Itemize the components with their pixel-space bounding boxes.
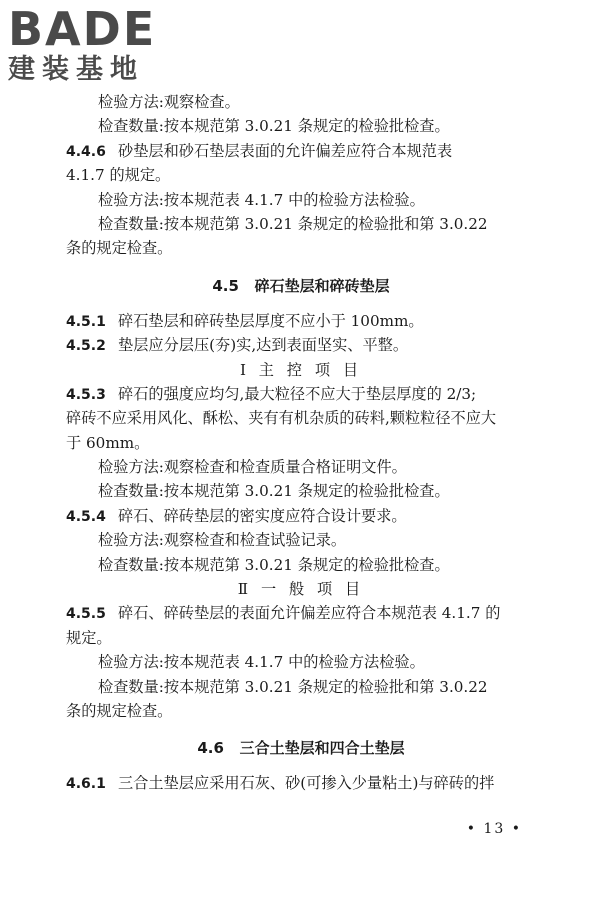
paragraph-line: 检查数量:按本规范第 3.0.21 条规定的检验批检查。	[98, 117, 450, 136]
paragraph-line: 碎砖不应采用风化、酥松、夹有有机杂质的砖料,颗粒粒径不应大	[66, 409, 497, 428]
section-title: 三合土垫层和四合土垫层	[239, 739, 405, 758]
paragraph-line: 检验方法:观察检查和检查质量合格证明文件。	[98, 458, 407, 477]
paragraph-line: 检验方法:观察检查。	[98, 93, 240, 111]
clause-number: 4.5.3	[66, 386, 106, 403]
clause-text: 三合土垫层应采用石灰、砂(可掺入少量粘土)与碎砖的拌	[118, 774, 495, 793]
clause-text: 碎石的强度应均匀,最大粒径不应大于垫层厚度的 2/3;	[118, 384, 477, 403]
subsection-heading-general: Ⅱ 一 般 项 目	[237, 580, 365, 599]
clause-4-5-4	[66, 504, 536, 528]
clause-text: 碎石垫层和碎砖垫层厚度不应小于 100mm。	[118, 311, 424, 330]
paragraph-line: 检验方法:按本规范表 4.1.7 中的检验方法检验。	[98, 653, 425, 672]
clause-text: 砂垫层和砂石垫层表面的允许偏差应符合本规范表	[118, 141, 453, 160]
clause-text: 碎石、碎砖垫层的表面允许偏差应符合本规范表 4.1.7 的	[118, 604, 501, 623]
clause-4-5-3	[66, 382, 536, 406]
clause-number: 4.5.4	[66, 508, 106, 525]
paragraph-line: 检查数量:按本规范第 3.0.21 条规定的检验批和第 3.0.22	[98, 677, 488, 696]
logo	[8, 4, 178, 85]
paragraph-line: 检验方法:按本规范表 4.1.7 中的检验方法检验。	[98, 190, 425, 209]
page-number: • 13 •	[466, 821, 522, 837]
subsection-heading-main: Ⅰ 主 控 项 目	[239, 360, 363, 379]
document-body	[66, 90, 536, 796]
paragraph-line: 规定。	[66, 628, 112, 647]
paragraph-line: 检验方法:观察检查和检查试验记录。	[98, 531, 347, 550]
clause-number: 4.5.5	[66, 606, 106, 623]
section-number: 4.6	[197, 739, 224, 758]
clause-4-6-1	[66, 771, 536, 795]
logo-subtitle: 建装基地	[8, 54, 144, 85]
paragraph-line: 条的规定检查。	[66, 701, 173, 720]
clause-4-4-6	[66, 139, 536, 163]
paragraph-line: 检查数量:按本规范第 3.0.21 条规定的检验批检查。	[98, 555, 450, 574]
clause-number: 4.6.1	[66, 776, 106, 793]
clause-number: 4.4.6	[66, 143, 106, 160]
section-title: 碎石垫层和碎砖垫层	[254, 276, 390, 295]
clause-4-5-1	[66, 309, 536, 333]
logo-text: BADE	[8, 2, 157, 56]
clause-4-5-5	[66, 601, 536, 625]
clause-text: 碎石、碎砖垫层的密实度应符合设计要求。	[118, 506, 407, 525]
clause-text: 垫层应分层压(夯)实,达到表面坚实、平整。	[118, 336, 409, 355]
paragraph-line: 4.1.7 的规定。	[66, 166, 171, 185]
clause-number: 4.5.1	[66, 313, 106, 330]
section-heading-4-6	[66, 731, 536, 765]
section-heading-4-5	[66, 269, 536, 303]
clause-4-5-2	[66, 333, 536, 357]
section-number: 4.5	[212, 276, 239, 295]
paragraph-line: 条的规定检查。	[66, 239, 173, 258]
clause-number: 4.5.2	[66, 338, 106, 355]
paragraph-line: 检查数量:按本规范第 3.0.21 条规定的检验批和第 3.0.22	[98, 214, 488, 233]
paragraph-line: 于 60mm。	[66, 433, 150, 452]
paragraph-line: 检查数量:按本规范第 3.0.21 条规定的检验批检查。	[98, 482, 450, 501]
